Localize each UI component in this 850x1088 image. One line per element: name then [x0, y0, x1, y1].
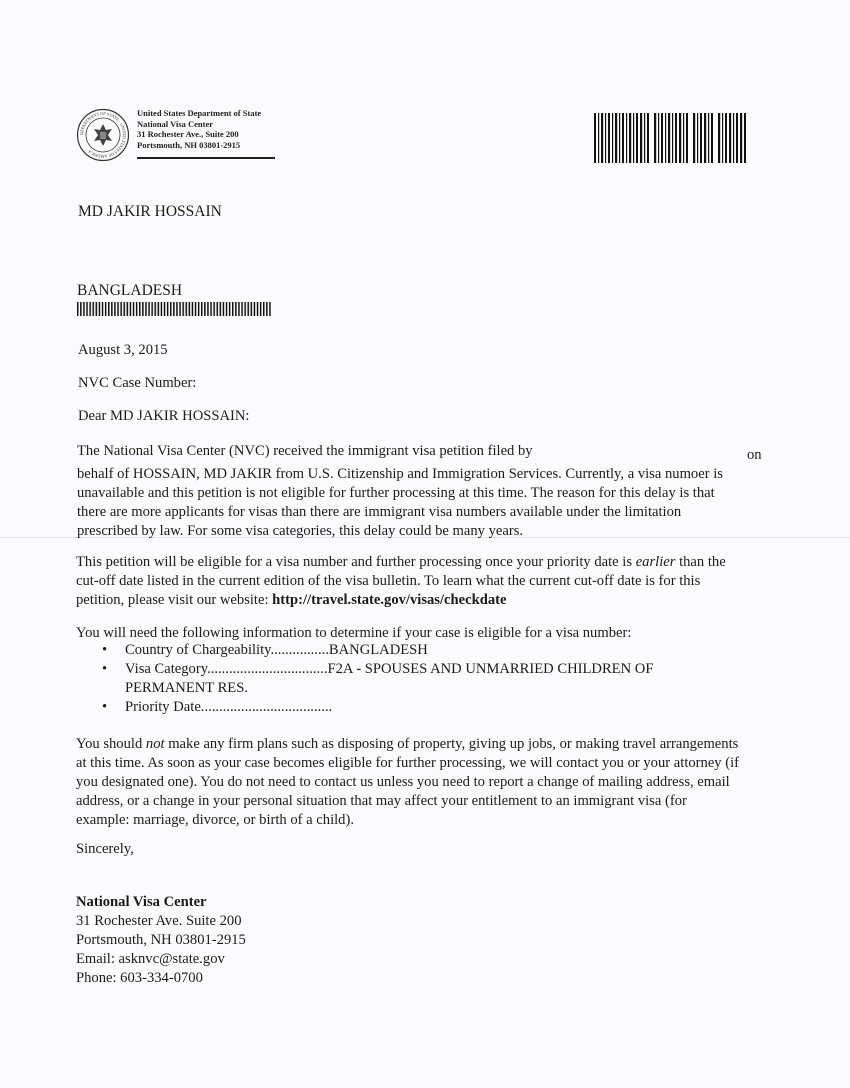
- para2-line2: cut-off date listed in the current edition of the visa bulletin. To learn what the current cut-off date is for this: [76, 573, 701, 589]
- para1-line1-end: on: [747, 447, 762, 463]
- letterhead-rule: [137, 157, 275, 159]
- department-of-state-seal-icon: [76, 108, 130, 162]
- list-item-priority: [77, 698, 653, 717]
- letterhead-center: National Visa Center: [137, 118, 214, 129]
- para1-line4: there are more applicants for visas than there are immigrant visa numbers available under the limitation: [77, 504, 682, 520]
- info-list: [77, 641, 653, 717]
- paragraph-advice: [76, 735, 766, 830]
- para1-line3: unavailable and this petition is not eligible for further processing at this time. The reason for this delay is that: [77, 485, 715, 501]
- signature-org: National Visa Center: [76, 894, 207, 910]
- para3-line5: example: marriage, divorce, or birth of a child).: [76, 812, 354, 828]
- recipient-country: BANGLADESH: [77, 282, 183, 299]
- para2-line1b: than the: [675, 554, 726, 570]
- letterhead-department: United States Department of State: [137, 108, 262, 118]
- para1-line1: The National Visa Center (NVC) received the immigrant visa petition filed by: [77, 443, 533, 459]
- visa-category-continued: PERMANENT RES.: [125, 680, 248, 696]
- letterhead-street: 31 Rochester Ave., Suite 200: [137, 129, 239, 139]
- list-item-category: [77, 660, 653, 679]
- postal-barcode: [77, 302, 271, 316]
- bullet-icon: •: [102, 642, 108, 658]
- visa-category: Visa Category.................................F2A - SPOUSES AND UNMARRIED CHILDREN OF: [125, 661, 654, 677]
- para3-line1b: make any firm plans such as disposing of property, giving up jobs, or making travel arrangements: [164, 736, 739, 752]
- para2-line3a: petition, please visit our website:: [76, 592, 273, 608]
- signature-phone: Phone: 603-334-0700: [76, 970, 203, 986]
- para1-line2: behalf of HOSSAIN, MD JAKIR from U.S. Citizenship and Immigration Services. Currently, a visa numoer is: [77, 466, 723, 482]
- para2-line1a: This petition will be eligible for a visa number and further processing once your priority date is: [76, 554, 636, 570]
- signature-block: [76, 893, 246, 988]
- list-item-country: [77, 641, 653, 660]
- closing: Sincerely,: [76, 841, 134, 857]
- info-intro: You will need the following information to determine if your case is eligible for a visa number:: [76, 625, 632, 641]
- para3-line4: address, or a change in your personal situation that may affect your entitlement to an immigrant visa (for: [76, 793, 687, 809]
- signature-address2: Portsmouth, NH 03801-2915: [76, 932, 246, 948]
- signature-address1: 31 Rochester Ave. Suite 200: [76, 913, 242, 929]
- seal-text: DEPARTMENT OF STATE · UNITED STATES OF AMERICA: [78, 110, 128, 160]
- list-item-category-cont: [77, 679, 653, 698]
- recipient-name: MD JAKIR HOSSAIN: [78, 203, 222, 220]
- signature-email[interactable]: Email: asknvc@state.gov: [76, 951, 225, 967]
- letterhead-city: Portsmouth, NH 03801-2915: [137, 139, 241, 150]
- barcode-top: [594, 113, 747, 163]
- para3-line2: at this time. As soon as your case becomes eligible for further processing, we will contact you or your attorney (if: [76, 755, 740, 771]
- bullet-icon: •: [102, 699, 108, 715]
- para2-earlier: earlier: [635, 554, 676, 570]
- letterhead: [137, 108, 261, 150]
- para1-line5: prescribed by law. For some visa categories, this delay could be many years.: [77, 523, 524, 539]
- letter-date: August 3, 2015: [78, 342, 168, 358]
- paragraph-priority-date: [76, 553, 766, 610]
- salutation: Dear MD JAKIR HOSSAIN:: [78, 408, 250, 424]
- case-number-label: NVC Case Number:: [78, 375, 197, 391]
- checkdate-link[interactable]: http://travel.state.gov/visas/checkdate: [272, 592, 507, 608]
- para3-not: not: [145, 736, 165, 752]
- para3-line1a: You should: [76, 736, 146, 752]
- country-of-chargeability: Country of Chargeability................BANGLADESH: [125, 642, 428, 658]
- bullet-icon: •: [102, 661, 108, 677]
- paragraph-petition-status: [77, 442, 767, 541]
- priority-date: Priority Date....................................: [125, 699, 333, 715]
- para3-line3: you designated one). You do not need to contact us unless you need to report a change of mailing address, email: [76, 774, 730, 790]
